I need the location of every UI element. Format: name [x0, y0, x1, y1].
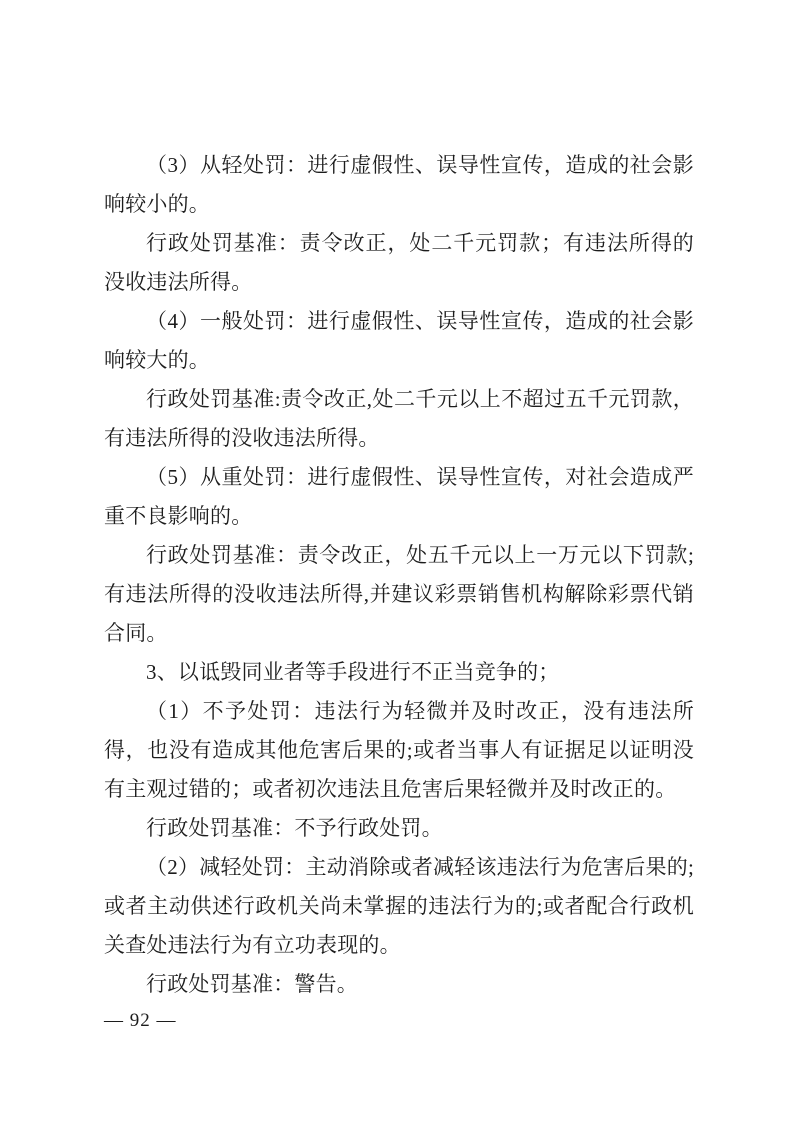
paragraph: （4）一般处罚：进行虚假性、误导性宣传，造成的社会影响较大的。: [104, 309, 694, 372]
text-block: [104, 146, 694, 1004]
paragraph: 行政处罚基准：责令改正，处二千元罚款；有违法所得的没收违法所得。: [104, 231, 694, 294]
paragraph: 3、以诋毁同业者等手段进行不正当竞争的；: [146, 660, 560, 684]
paragraph: （2）减轻处罚：主动消除或者减轻该违法行为危害后果的;或者主动供述行政机关尚未掌握的违法行为的;或者配合行政机关查处违法行为有立功表现的。: [104, 855, 694, 957]
paragraph: （5）从重处罚：进行虚假性、误导性宣传，对社会造成严重不良影响的。: [104, 465, 694, 528]
page-number: — 92 —: [104, 1010, 177, 1031]
paragraph: 行政处罚基准：警告。: [146, 972, 358, 996]
paragraph: 行政处罚基准:责令改正,处二千元以上不超过五千元罚款，有违法所得的没收违法所得。: [104, 387, 694, 450]
paragraph: 行政处罚基准：不予行政处罚。: [146, 816, 443, 840]
paragraph: （3）从轻处罚：进行虚假性、误导性宣传，造成的社会影响较小的。: [104, 153, 694, 216]
paragraph: 行政处罚基准：责令改正，处五千元以上一万元以下罚款;有违法所得的没收违法所得,并建议彩票销售机构解除彩票代销合同。: [104, 543, 694, 645]
paragraph: （1）不予处罚：违法行为轻微并及时改正，没有违法所得，也没有造成其他危害后果的;或者当事人有证据足以证明没有主观过错的；或者初次违法且危害后果轻微并及时改正的。: [104, 699, 694, 801]
